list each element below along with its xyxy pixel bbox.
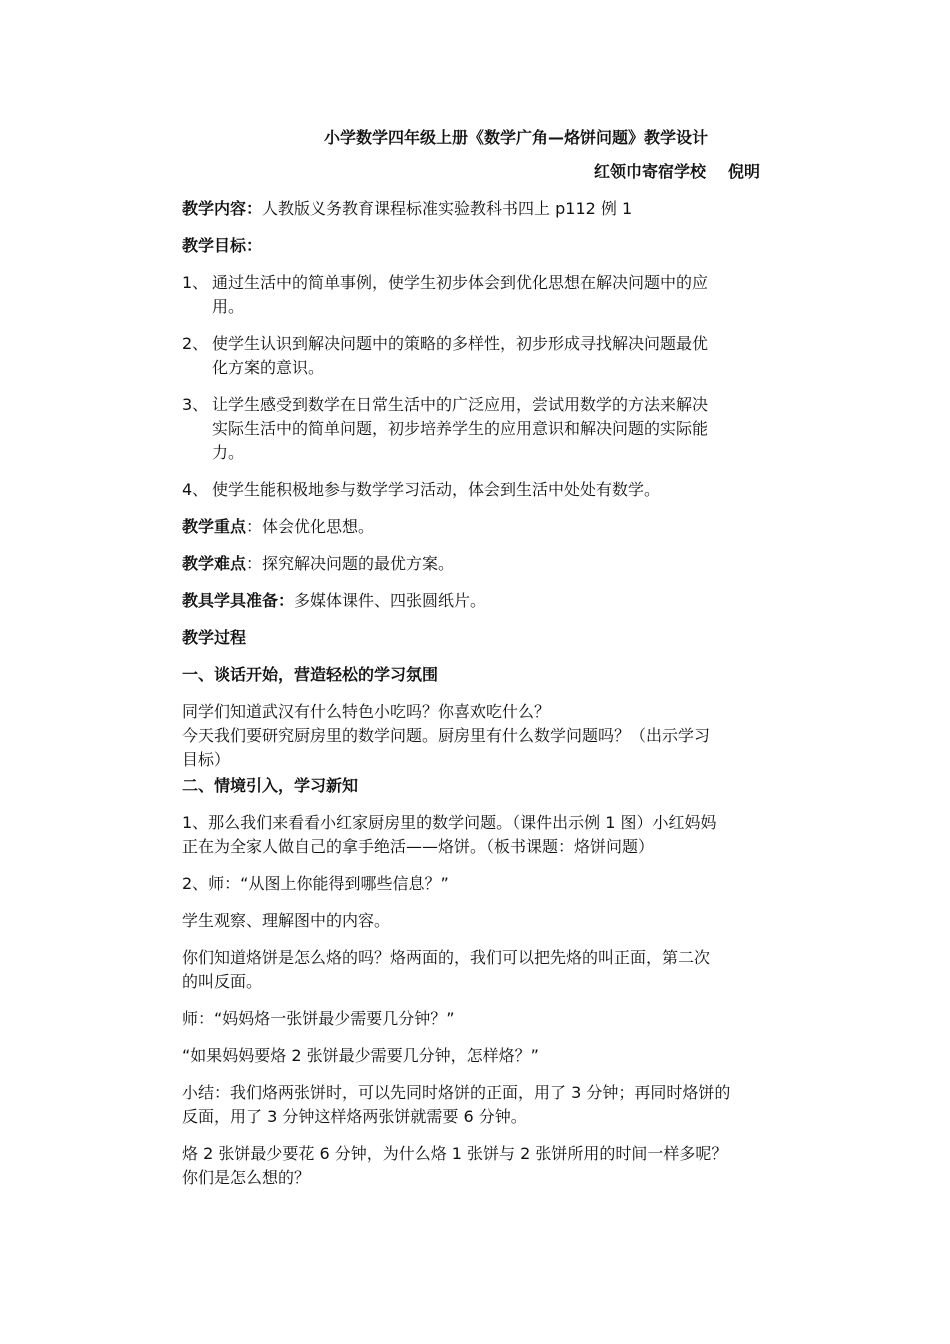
section-2-paragraph-2: 2、师：“从图上你能得到哪些信息？” <box>182 874 449 893</box>
section-2-paragraph-7 <box>182 1081 810 1129</box>
paragraph-line: 反面，用了 3 分钟这样烙两张饼就需要 6 分钟。 <box>182 1107 527 1126</box>
objective-item-2 <box>182 332 810 380</box>
objective-line: 力。 <box>212 443 245 462</box>
teaching-content <box>182 197 810 221</box>
objective-item-4 <box>182 478 810 502</box>
section-1-paragraph <box>182 700 810 772</box>
section-1-heading: 一、谈话开始，营造轻松的学习氛围 <box>182 665 439 684</box>
objective-line: 化方案的意识。 <box>212 358 325 377</box>
materials-label: 教具学具准备： <box>182 591 295 610</box>
section-2-paragraph-1 <box>182 811 810 859</box>
objective-line: 让学生感受到数学在日常生活中的广泛应用，尝试用数学的方法来解决 <box>212 395 709 414</box>
paragraph-line: 的叫反面。 <box>182 972 263 991</box>
objectives-label: 教学目标： <box>182 236 263 255</box>
materials-text: 多媒体课件、四张圆纸片。 <box>294 591 487 610</box>
difficulty-text: ：探究解决问题的最优方案。 <box>246 554 455 573</box>
teaching-content-text: 人教版义务教育课程标准实验教科书四上 p112 例 1 <box>262 199 633 218</box>
paragraph-line: 小结：我们烙两张饼时，可以先同时烙饼的正面，用了 3 分钟；再同时烙饼的 <box>182 1083 731 1102</box>
section-2-paragraph-6: “如果妈妈要烙 2 张饼最少需要几分钟，怎样烙？” <box>182 1046 539 1065</box>
process-heading: 教学过程 <box>182 628 247 647</box>
paragraph-line: 目标） <box>182 750 231 769</box>
difficulty <box>182 552 810 576</box>
paragraph-line: 同学们知道武汉有什么特色小吃吗？你喜欢吃什么？ <box>182 702 551 721</box>
objective-line: 使学生认识到解决问题中的策略的多样性，初步形成寻找解决问题最优 <box>212 334 709 353</box>
author-name: 倪明 <box>727 162 760 181</box>
objective-line: 通过生活中的简单事例，使学生初步体会到优化思想在解决问题中的应 <box>212 273 709 292</box>
objective-item-1 <box>182 271 810 319</box>
difficulty-label: 教学难点 <box>182 554 247 573</box>
document-title: 小学数学四年级上册《数学广角—烙饼问题》教学设计 <box>323 128 708 147</box>
section-2-paragraph-5: 师：“妈妈烙一张饼最少需要几分钟？” <box>182 1009 455 1028</box>
document-page <box>182 126 810 1190</box>
section-2-heading: 二、情境引入，学习新知 <box>182 776 359 795</box>
paragraph-line: 今天我们要研究厨房里的数学问题。厨房里有什么数学问题吗？（出示学习 <box>182 726 711 745</box>
author-line <box>182 160 810 184</box>
materials <box>182 589 810 613</box>
key-point <box>182 515 810 539</box>
school-name: 红领巾寄宿学校 <box>593 162 706 181</box>
paragraph-line: 烙 2 张饼最少要花 6 分钟，为什么烙 1 张饼与 2 张饼所用的时间一样多呢？ <box>182 1144 728 1163</box>
objective-number: 4、 <box>182 480 209 499</box>
objective-line: 实际生活中的简单问题，初步培养学生的应用意识和解决问题的实际能 <box>212 419 709 438</box>
section-2-paragraph-4 <box>182 946 810 994</box>
objective-item-3 <box>182 393 810 465</box>
key-point-text: ：体会优化思想。 <box>246 517 375 536</box>
teaching-content-label: 教学内容： <box>182 199 263 218</box>
key-point-label: 教学重点 <box>182 517 247 536</box>
objective-number: 1、 <box>182 273 209 292</box>
section-2-paragraph-8 <box>182 1142 810 1190</box>
section-2-paragraph-3: 学生观察、理解图中的内容。 <box>182 911 391 930</box>
paragraph-line: 正在为全家人做自己的拿手绝活——烙饼。（板书课题：烙饼问题） <box>182 837 655 856</box>
objective-line: 使学生能积极地参与数学学习活动，体会到生活中处处有数学。 <box>212 480 661 499</box>
paragraph-line: 1、那么我们来看看小红家厨房里的数学问题。（课件出示例 1 图）小红妈妈 <box>182 813 717 832</box>
objective-number: 2、 <box>182 334 209 353</box>
objective-number: 3、 <box>182 395 209 414</box>
paragraph-line: 你们知道烙饼是怎么烙的吗？烙两面的，我们可以把先烙的叫正面，第二次 <box>182 948 711 967</box>
paragraph-line: 你们是怎么想的？ <box>182 1168 311 1187</box>
objective-line: 用。 <box>212 297 245 316</box>
